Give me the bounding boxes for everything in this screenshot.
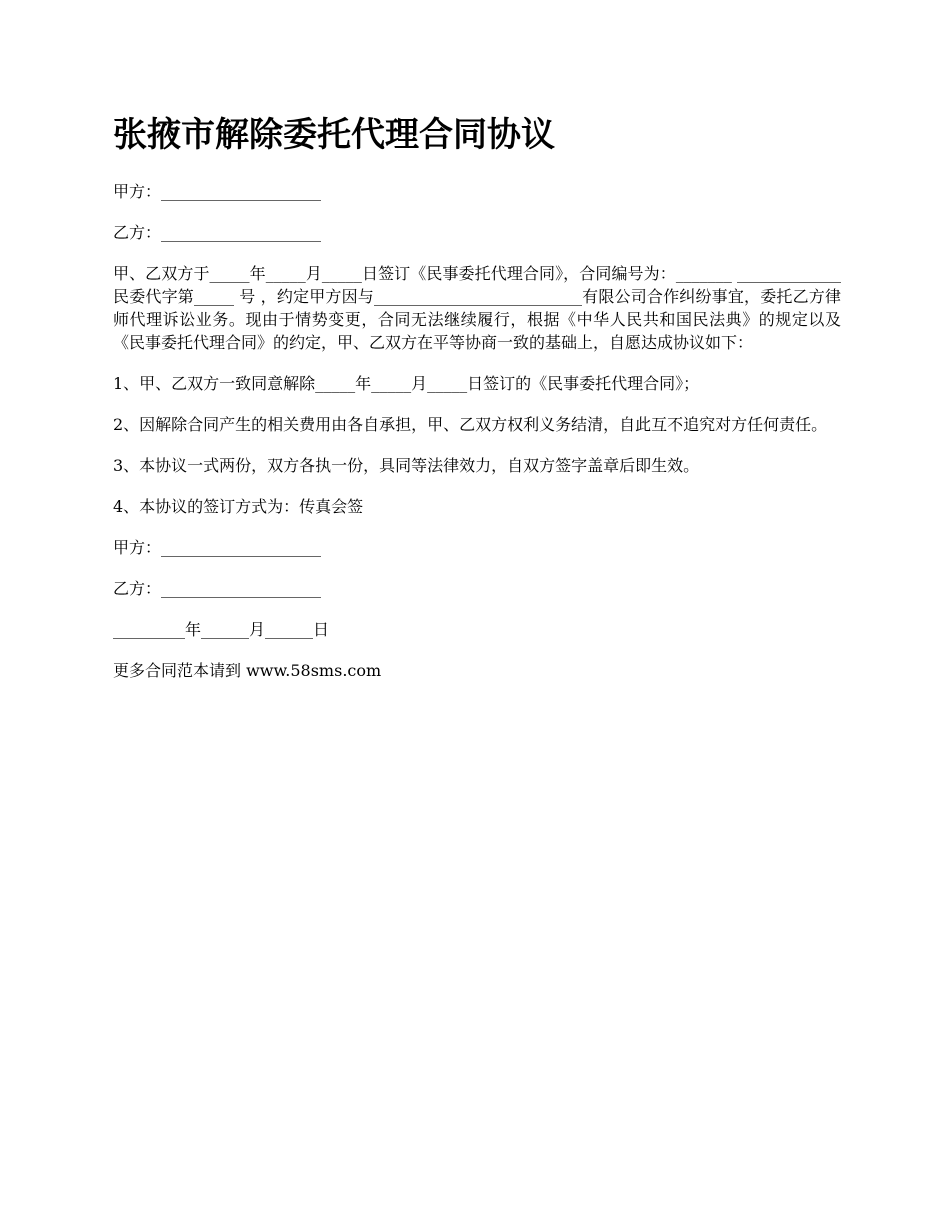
signature-date: _________年______月______日 [113,620,330,639]
document-page [113,110,841,700]
signature-party-a: 甲方：____________________ [113,538,322,557]
footer-link-text: 更多合同范本请到 www.58sms.com [113,661,382,680]
intro-paragraph: 甲、乙双方于_____年_____月_____日签订《民事委托代理合同》，合同编号为：_______ _____________ 民委代字第_____ 号 ，约定甲方因与__________________________有限公司合作纠纷事宜，委托乙方律师代理诉讼业务。现由于情势变更，合同无法继续履行，根据《中华人民共和国民法典》的规定以及《民事委托代理合同》的约定，甲、乙双方在平等协商一致的基础上，自愿达成协议如下： [113,264,841,352]
clause-2: 2、因解除合同产生的相关费用由各自承担，甲、乙双方权利义务结清，自此互不追究对方任何责任。 [113,415,828,434]
clause-1: 1、甲、乙双方一致同意解除_____年_____月_____日签订的《民事委托代理合同》； [113,374,700,393]
signature-party-b: 乙方：____________________ [113,579,322,598]
document-title: 张掖市解除委托代理合同协议 [113,115,555,155]
party-b-line: 乙方：____________________ [113,223,322,242]
clause-4: 4、本协议的签订方式为：传真会签 [113,497,364,516]
party-a-line: 甲方：____________________ [113,182,322,201]
clause-3: 3、本协议一式两份，双方各执一份，具同等法律效力，自双方签字盖章后即生效。 [113,456,700,475]
